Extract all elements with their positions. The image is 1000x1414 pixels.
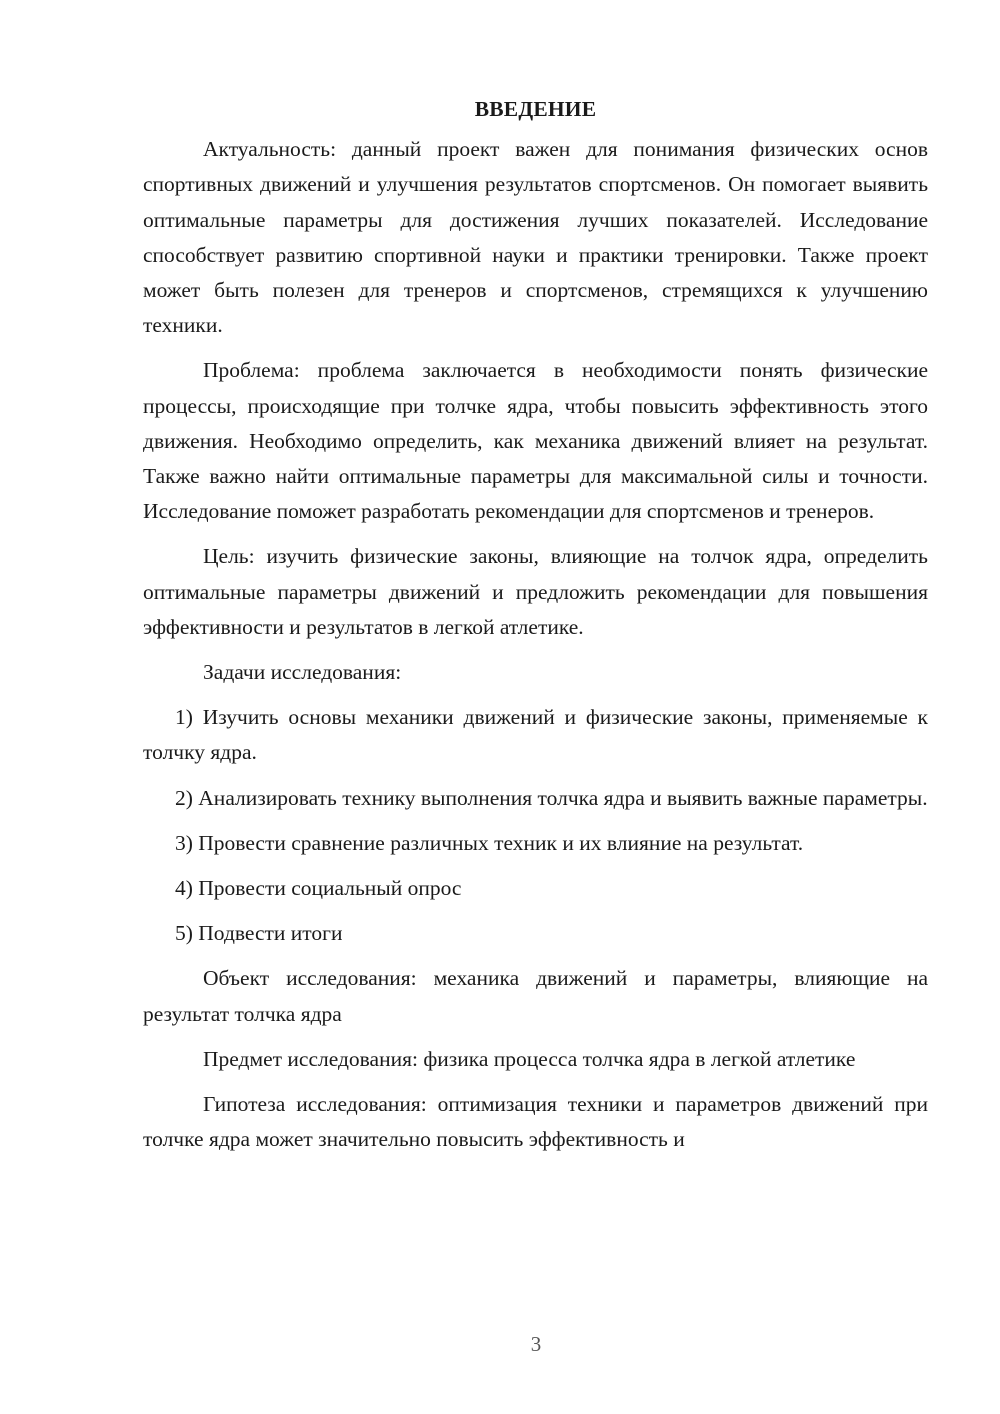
list-item: 4) Провести социальный опрос — [175, 876, 462, 901]
paragraph-hypothesis: Гипотеза исследования: оптимизация техники и параметров движений при толчке ядра может значительно повысить эффективность и — [143, 1092, 928, 1152]
list-item: 3) Провести сравнение различных техник и их влияние на результат. — [175, 830, 804, 855]
tasks-list — [143, 700, 928, 951]
paragraph-object: Объект исследования: механика движений и параметры, влияющие на результат толчка ядра — [143, 966, 928, 1026]
paragraph-relevance: Актуальность: данный проект важен для понимания физических основ спортивных движений и улучшения результатов спортсменов. Он помогает выявить оптимальные параметры для достижения лучших показателей. Исследование способствует развитию спортивной науки и практики тренировки. Также проект может быть полезен для тренеров и спортсменов, стремящихся к улучшению техники. — [143, 137, 928, 338]
list-item: 5) Подвести итоги — [175, 921, 343, 946]
paragraph-goal: Цель: изучить физические законы, влияющие на толчок ядра, определить оптимальные параметры движений и предложить рекомендации для повышения эффективности и результатов в легкой атлетике. — [143, 544, 928, 639]
paragraph-tasks-intro: Задачи исследования: — [203, 660, 402, 685]
list-item: 2) Анализировать технику выполнения толчка ядра и выявить важные параметры. — [175, 785, 928, 810]
paragraph-subject: Предмет исследования: физика процесса толчка ядра в легкой атлетике — [203, 1046, 856, 1071]
page-number: 3 — [530, 1332, 542, 1356]
list-item: 1) Изучить основы механики движений и физические законы, применяемые к толчку ядра. — [143, 705, 928, 765]
section-heading: ВВЕДЕНИЕ — [474, 97, 597, 121]
paragraph-problem: Проблема: проблема заключается в необходимости понять физические процессы, происходящие при толчке ядра, чтобы повысить эффективность этого движения. Необходимо определить, как механика движений влияет на результат. Также важно найти оптимальные параметры для максимальной силы и точности. Исследование поможет разработать рекомендации для спортсменов и тренеров. — [143, 358, 928, 524]
document-page — [143, 92, 928, 1167]
